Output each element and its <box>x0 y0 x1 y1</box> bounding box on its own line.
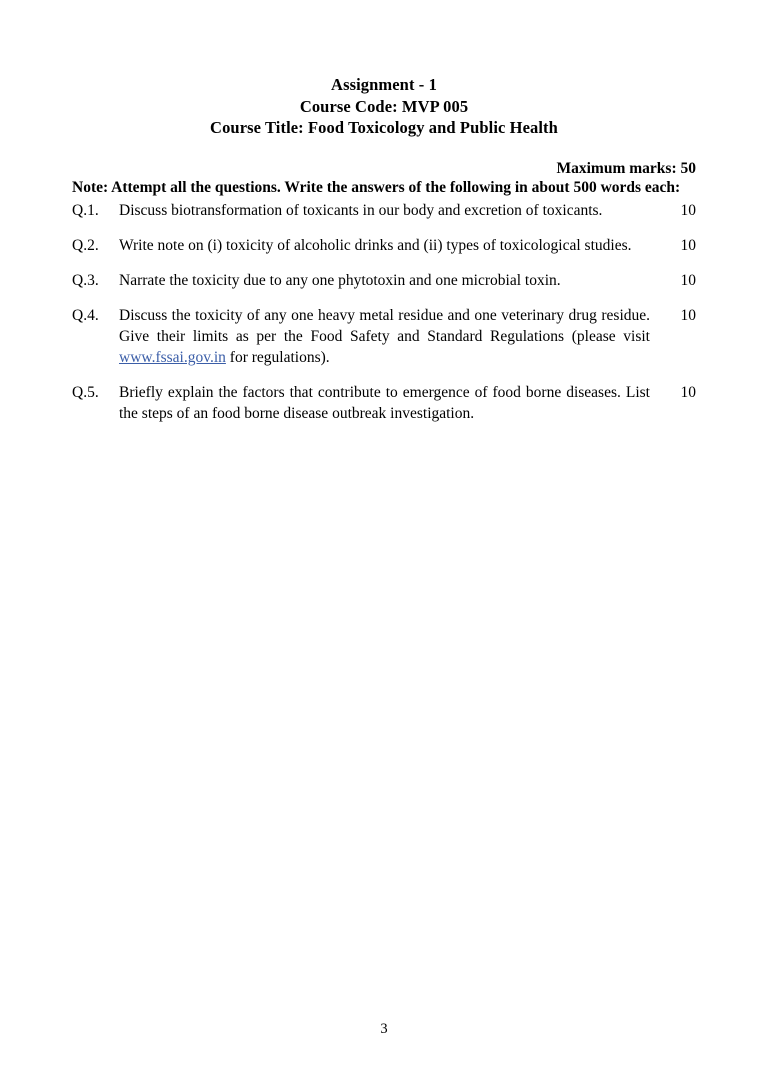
question-text-content: Discuss the toxicity of any one heavy metal residue and one veterinary drug residue. Give their limits as per the Food Safety and Standard Regulations (please visit <box>119 307 650 345</box>
course-title: Course Title: Food Toxicology and Public Health <box>210 118 558 137</box>
question-row <box>72 200 696 221</box>
document-header <box>72 74 696 139</box>
question-marks: 10 <box>680 384 696 401</box>
question-text-suffix: for regulations). <box>225 349 330 366</box>
question-label: Q.5. <box>72 384 99 401</box>
question-text-content: Briefly explain the factors that contribute to emergence of food borne diseases. List the steps of an food borne disease outbreak investigation. <box>119 384 650 422</box>
instructions-note: Note: Attempt all the questions. Write the answers of the following in about 500 words each: <box>72 179 681 196</box>
question-text-content: Discuss biotransformation of toxicants in our body and excretion of toxicants. <box>119 202 603 219</box>
question-label: Q.1. <box>72 202 99 219</box>
question-label: Q.3. <box>72 272 99 289</box>
question-text <box>119 270 662 291</box>
question-text-content: Write note on (i) toxicity of alcoholic drinks and (ii) types of toxicological studies. <box>119 237 632 254</box>
maximum-marks: Maximum marks: 50 <box>556 160 696 177</box>
question-row <box>72 270 696 291</box>
question-label: Q.2. <box>72 237 99 254</box>
question-text <box>119 235 662 256</box>
fssai-link[interactable]: www.fssai.gov.in <box>119 349 226 366</box>
question-row <box>72 235 696 256</box>
question-marks: 10 <box>680 272 696 289</box>
assignment-title: Assignment - 1 <box>331 75 437 94</box>
question-label: Q.4. <box>72 307 99 324</box>
question-marks: 10 <box>680 202 696 219</box>
course-code: Course Code: MVP 005 <box>299 96 469 116</box>
question-text <box>119 382 662 424</box>
questions-list <box>72 200 696 438</box>
question-text-content: Narrate the toxicity due to any one phytotoxin and one microbial toxin. <box>119 272 561 289</box>
question-marks: 10 <box>680 237 696 254</box>
question-text <box>119 200 662 221</box>
question-row <box>72 305 696 368</box>
page-number: 3 <box>380 1021 388 1037</box>
question-text <box>119 305 662 368</box>
question-marks: 10 <box>680 307 696 324</box>
question-row <box>72 382 696 424</box>
